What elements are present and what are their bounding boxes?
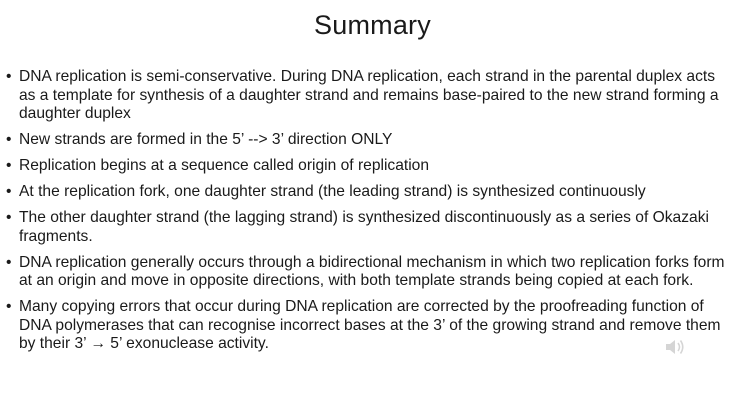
bullet-item: [6, 254, 734, 291]
bullet-text: DNA replication is semi-conservative. During DNA replication, each strand in the parental duplex acts as a template for synthesis of a daughter strand and remains base-paired to the new strand forming a daughter duplex: [19, 68, 719, 122]
bullet-dot: •: [6, 253, 12, 271]
bullet-dot: •: [6, 298, 12, 315]
bullet-dot: •: [6, 68, 12, 85]
bullet-item: [6, 209, 734, 246]
bullet-item: [6, 298, 734, 354]
slide-title: Summary: [314, 10, 431, 40]
bullet-text: Many copying errors that occur during DNA replication are corrected by the proofreading function of DNA polymerases that can recognise incorrect bases at the 3’ of the growing strand and remove them by their 3’ → 5’ exonuclease activity.: [19, 298, 721, 352]
bullet-text: At the replication fork, one daughter strand (the leading strand) is synthesized continuously: [19, 183, 646, 200]
bullet-text: Replication begins at a sequence called origin of replication: [19, 157, 430, 174]
bullet-dot: •: [6, 209, 12, 226]
bullet-text: DNA replication generally occurs through a bidirectional mechanism in which two replication forks form at an origin and move in opposite directions, with both template strands being copied at each fork.: [19, 253, 725, 289]
bullet-item: [6, 183, 734, 202]
bullet-item: [6, 157, 734, 176]
bullet-text: New strands are formed in the 5’ --> 3’ direction ONLY: [19, 131, 393, 148]
bullet-list: [6, 68, 734, 361]
speaker-icon[interactable]: [664, 337, 686, 357]
bullet-dot: •: [6, 131, 12, 148]
bullet-dot: •: [6, 183, 12, 200]
bullet-item: [6, 131, 734, 150]
bullet-item: [6, 68, 734, 124]
bullet-text: The other daughter strand (the lagging strand) is synthesized discontinuously as a series of Okazaki fragments.: [19, 209, 709, 245]
bullet-dot: •: [6, 157, 12, 174]
